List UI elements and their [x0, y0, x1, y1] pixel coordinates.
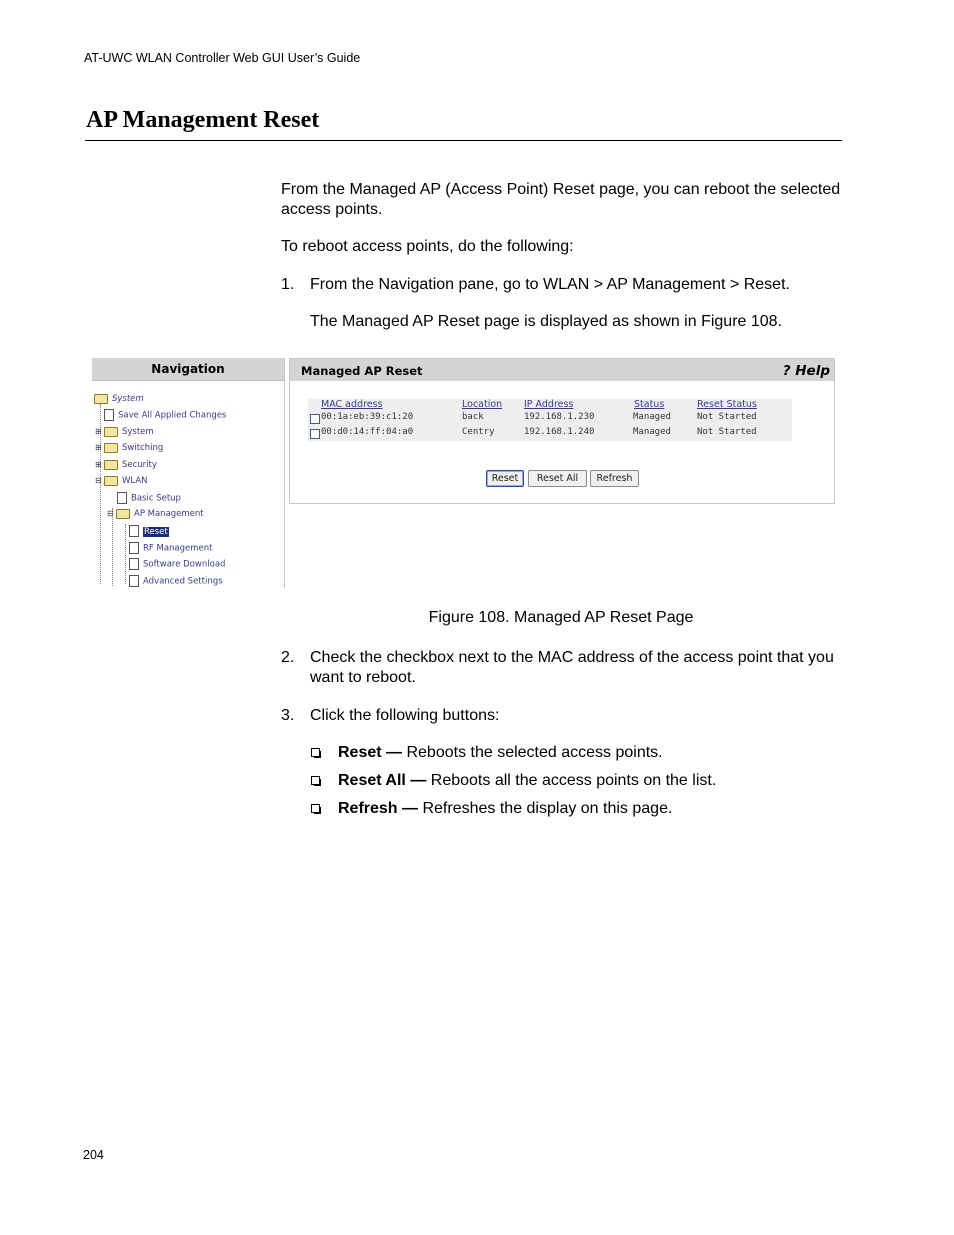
bullet-description: Reboots the selected access points.: [402, 744, 663, 761]
collapse-icon[interactable]: ⊟: [95, 476, 102, 485]
folder-icon: [104, 427, 118, 437]
status-cell: Managed: [633, 412, 671, 422]
step-2: [281, 648, 841, 688]
step-text: Click the following buttons:: [310, 707, 500, 724]
document-icon: [129, 525, 139, 537]
panel-title: Managed AP Reset: [301, 364, 423, 378]
status-cell: Managed: [633, 427, 671, 437]
nav-item-basic-setup[interactable]: Basic Setup: [117, 492, 181, 505]
ip-cell: 192.168.1.230: [524, 412, 595, 422]
nav-item-security[interactable]: Security: [104, 459, 157, 471]
step-text: Check the checkbox next to the MAC address of the access point that you want to reboot.: [310, 649, 834, 686]
document-icon: [129, 558, 139, 570]
nav-item-system[interactable]: System: [104, 426, 154, 438]
nav-item-reset[interactable]: Reset: [129, 525, 169, 538]
bullet-reset: [309, 743, 849, 763]
folder-open-icon: [116, 509, 130, 519]
folder-icon: [104, 460, 118, 470]
document-icon: [104, 409, 114, 421]
step-3: [281, 706, 841, 726]
step-number: 1.: [281, 276, 295, 293]
nav-item-save-all[interactable]: Save All Applied Changes: [104, 409, 226, 422]
folder-open-icon: [94, 394, 108, 404]
document-icon: [129, 575, 139, 587]
location-cell: Centry: [462, 427, 495, 437]
step-number: 2.: [281, 649, 295, 666]
column-header-status[interactable]: Status: [634, 399, 665, 410]
reset-status-cell: Not Started: [697, 412, 757, 422]
collapse-icon[interactable]: ⊟: [107, 509, 114, 518]
bullet-refresh: [309, 799, 849, 819]
reset-all-button[interactable]: Reset All: [528, 470, 587, 487]
expand-icon[interactable]: ⊞: [95, 460, 102, 469]
title-rule: [85, 140, 842, 141]
column-header-ip[interactable]: IP Address: [524, 399, 574, 410]
nav-item-ap-management[interactable]: AP Management: [116, 508, 204, 520]
expand-icon[interactable]: ⊞: [95, 427, 102, 436]
location-cell: back: [462, 412, 484, 422]
bullet-term: Reset All —: [338, 772, 427, 789]
step-1-note: The Managed AP Reset page is displayed as shown in Figure 108.: [310, 313, 782, 330]
bullet-description: Refreshes the display on this page.: [418, 800, 673, 817]
folder-icon: [104, 443, 118, 453]
navigation-title: Navigation: [92, 358, 284, 381]
intro-paragraph: From the Managed AP (Access Point) Reset page, you can reboot the selected access points.: [281, 181, 841, 218]
nav-item-wlan[interactable]: WLAN: [104, 475, 148, 487]
checkbox-bullet-icon: [311, 804, 320, 813]
column-header-location[interactable]: Location: [462, 399, 503, 410]
tree-line: [112, 508, 113, 586]
mac-cell: 00:d0:14:ff:04:a0: [321, 427, 414, 437]
panel-header: [290, 359, 834, 381]
running-header: AT-UWC WLAN Controller Web GUI User’s Guide: [84, 51, 361, 65]
mac-cell: 00:1a:eb:39:c1:20: [321, 412, 414, 422]
nav-item-software-download[interactable]: Software Download: [129, 558, 225, 571]
section-title: AP Management Reset: [86, 107, 320, 133]
column-header-mac[interactable]: MAC address: [321, 399, 383, 410]
bullet-term: Reset —: [338, 744, 403, 761]
instruction-paragraph: To reboot access points, do the following:: [281, 238, 574, 255]
folder-open-icon: [104, 476, 118, 486]
navigation-pane: [92, 358, 285, 588]
managed-ap-reset-panel: [289, 358, 835, 504]
tree-line: [125, 524, 126, 584]
reset-button[interactable]: Reset: [486, 470, 524, 487]
bullet-term: Refresh —: [338, 800, 419, 817]
document-icon: [117, 492, 127, 504]
refresh-button[interactable]: Refresh: [590, 470, 639, 487]
help-link[interactable]: ? Help: [782, 363, 830, 379]
step-1: [281, 275, 841, 295]
bullet-reset-all: [309, 771, 849, 791]
nav-item-system-root[interactable]: System: [94, 393, 144, 405]
page-number: 204: [83, 1148, 104, 1162]
nav-item-advanced-settings[interactable]: Advanced Settings: [129, 575, 223, 588]
ip-cell: 192.168.1.240: [524, 427, 595, 437]
checkbox-bullet-icon: [311, 748, 320, 757]
row-checkbox[interactable]: [310, 429, 320, 439]
column-header-reset-status[interactable]: Reset Status: [697, 399, 757, 410]
ap-table: [308, 399, 792, 441]
bullet-description: Reboots all the access points on the list.: [426, 772, 717, 789]
step-number: 3.: [281, 707, 295, 724]
figure-caption: Figure 108. Managed AP Reset Page: [428, 609, 694, 626]
expand-icon[interactable]: ⊞: [95, 443, 102, 452]
checkbox-bullet-icon: [311, 776, 320, 785]
document-icon: [129, 542, 139, 554]
row-checkbox[interactable]: [310, 414, 320, 424]
nav-item-switching[interactable]: Switching: [104, 442, 163, 454]
step-text: From the Navigation pane, go to WLAN > AP Management > Reset.: [310, 276, 790, 293]
reset-status-cell: Not Started: [697, 427, 757, 437]
nav-item-rf-management[interactable]: RF Management: [129, 542, 213, 555]
